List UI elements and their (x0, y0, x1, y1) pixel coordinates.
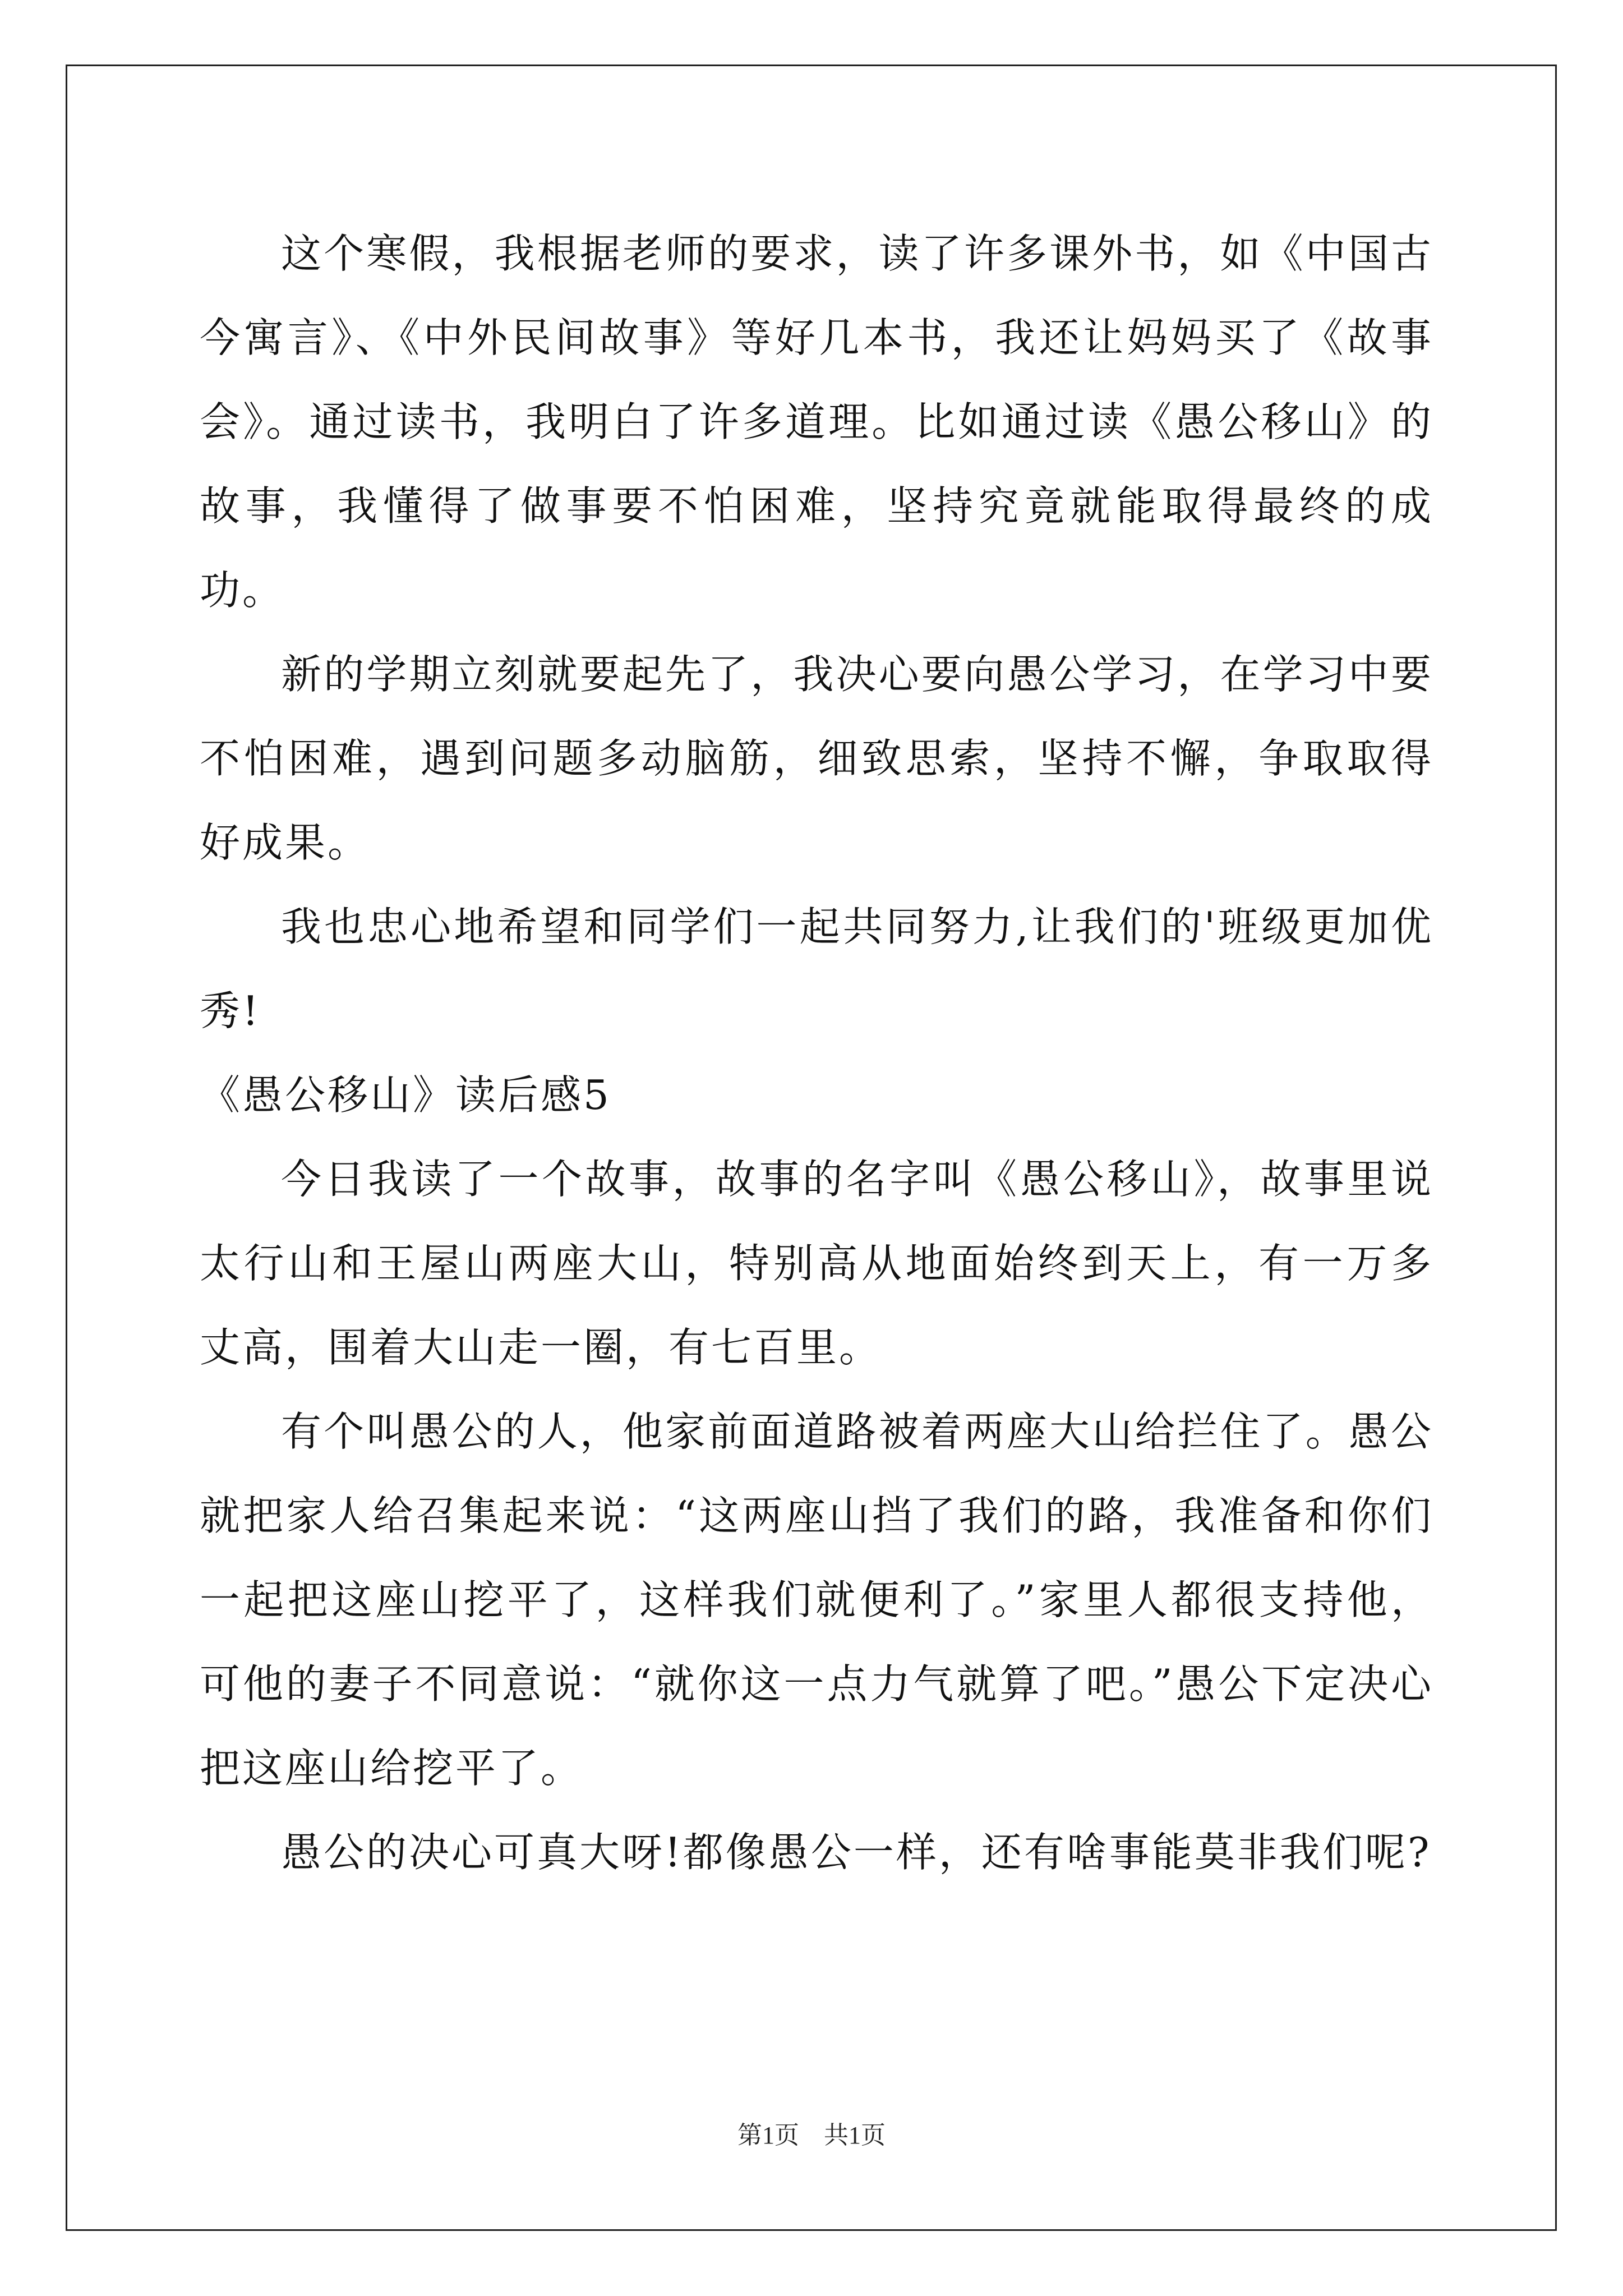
paragraph: 这个寒假，我根据老师的要求，读了许多课外书，如《中国古今寓言》、《中外民间故事》等好几本书，我还让妈妈买了《故事会》。通过读书，我明白了许多道理。比如通过读《愚公移山》的故事，我懂得了做事要不怕困难，坚持究竟就能取得最终的成功。 (200, 230, 1433, 614)
section-heading: 《愚公移山》读后感5 (200, 1071, 611, 1119)
paragraph: 愚公的决心可真大呀!都像愚公一样，还有啥事能莫非我们呢? (281, 1829, 1432, 1876)
paragraph: 我也忠心地希望和同学们一起共同努力,让我们的'班级更加优秀! (200, 903, 1433, 1034)
paragraph: 新的学期立刻就要起先了，我决心要向愚公学习，在学习中要不怕困难，遇到问题多动脑筋，细致思索，坚持不懈，争取取得好成果。 (200, 651, 1433, 866)
page-footer: 第1页 共1页 (737, 2122, 886, 2149)
document-body (200, 211, 1433, 1894)
paragraph: 有个叫愚公的人，他家前面道路被着两座大山给拦住了。愚公就把家人给召集起来说：“这两座山挡了我们的路，我准备和你们一起把这座山挖平了，这样我们就便利了。”家里人都很支持他，可他的妻子不同意说：“就你这一点力气就算了吧。”愚公下定决心把这座山给挖平了。 (200, 1408, 1433, 1792)
paragraph: 今日我读了一个故事，故事的名字叫《愚公移山》，故事里说太行山和王屋山两座大山，特别高从地面始终到天上，有一万多丈高，围着大山走一圈，有七百里。 (200, 1156, 1433, 1371)
